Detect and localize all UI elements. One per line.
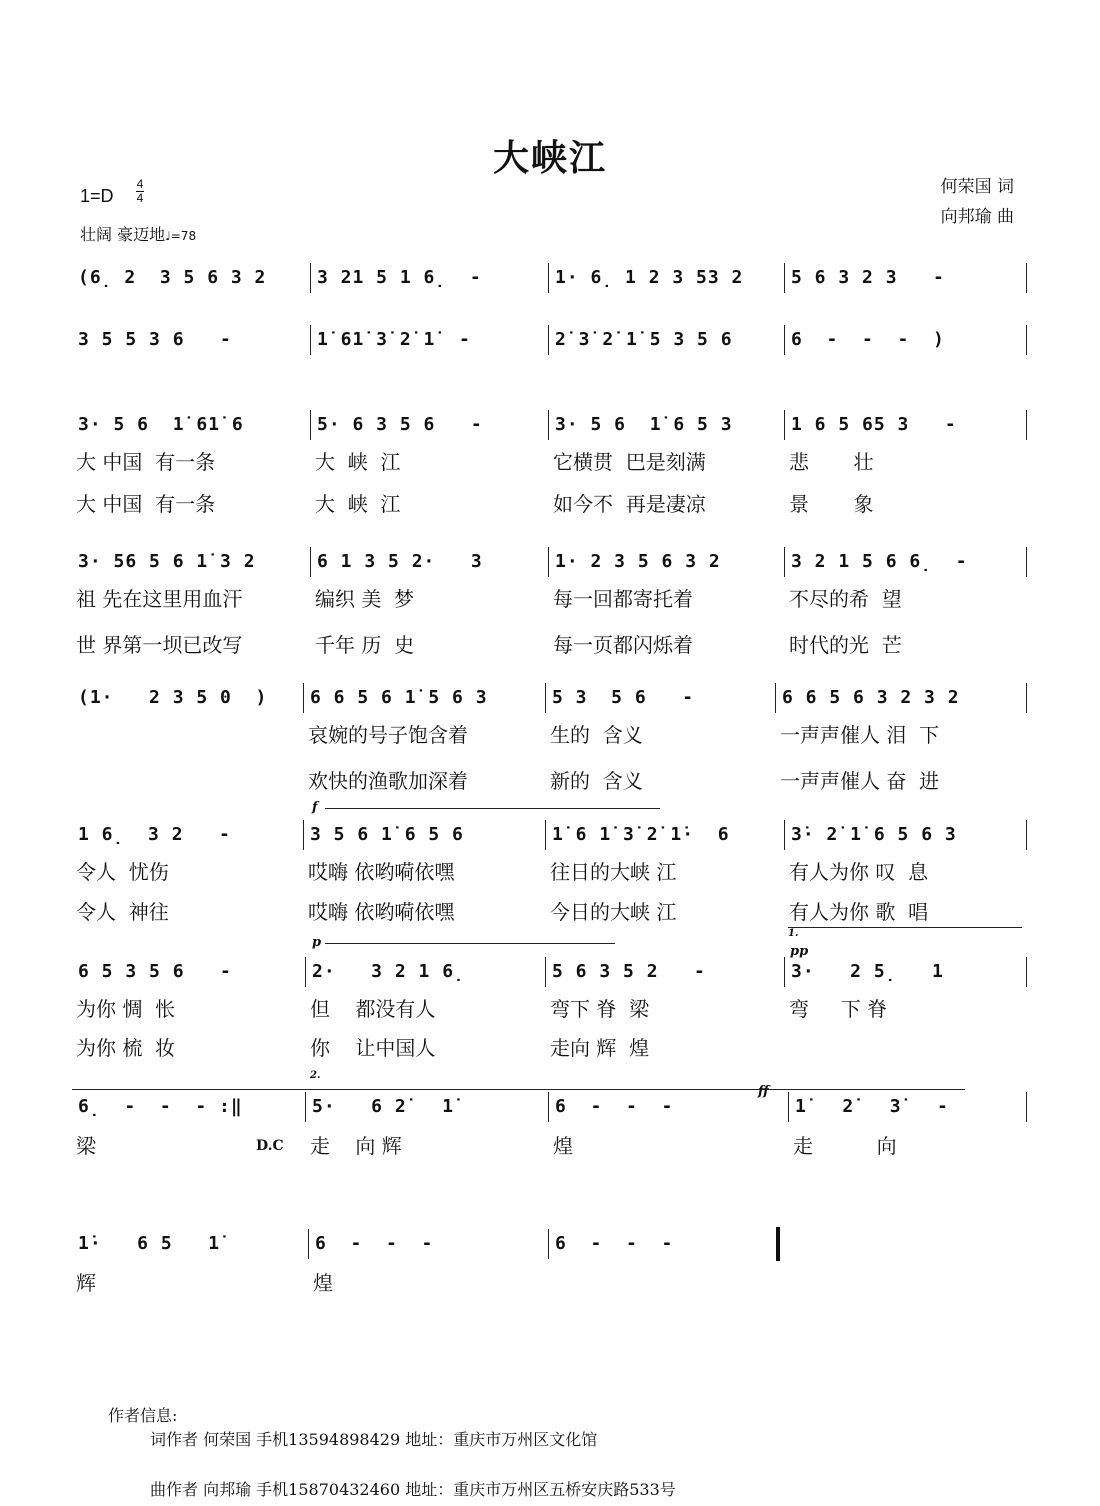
measure-notes: 1̇· 6 5 1̇ [78, 1233, 221, 1254]
measure [545, 683, 776, 793]
measure [784, 957, 1027, 1021]
measure-notes: 6 6 5 6 3 2 3 2 [782, 687, 960, 708]
measure [72, 957, 305, 1060]
lyric-verse-2: 千年 历 史 [315, 633, 415, 657]
measure-notes: 6 1 3 5 2· 3 [317, 551, 483, 572]
measure-notes: 1 6̣ 3 2 - [78, 824, 231, 845]
lyric-verse-2: 有人为你 歌 唱 [789, 900, 929, 924]
lyric-verse-2: 一声声催人 奋 进 [780, 769, 940, 793]
lyric-verse-1: 祖 先在这里用血汗 [76, 587, 243, 611]
measure-notes: (1· 2 3 5 0 ) [78, 687, 268, 708]
measure [310, 325, 549, 355]
measure-notes: 5 6 3 5 2 - [552, 961, 706, 982]
lyric-verse-2: 每一页都闪烁着 [553, 633, 693, 657]
measure-notes: 2· 3 2 1 6̣ [312, 961, 465, 982]
measure [788, 1092, 1027, 1158]
lyric-verse-2: 为你 梳 妆 [76, 1036, 176, 1060]
section-line [72, 1089, 965, 1090]
measure [784, 820, 1027, 924]
lyric-verse-2: 哎嗨 依哟嗬依嘿 [308, 900, 455, 924]
da-capo-marking: D.C [256, 1138, 284, 1154]
measure [784, 325, 1027, 355]
lyric-verse-2: 新的 含义 [550, 769, 643, 793]
lyric-verse-1: 梁 [76, 1134, 96, 1158]
measure [548, 410, 785, 516]
measure-notes: 1̇ 2̇ 3̇ - [795, 1096, 949, 1117]
measure-notes: 1· 6̣ 1 2 3 53 2 [555, 267, 744, 288]
measure-notes: 3· 5 6 1̇ 61̇ 6 [78, 414, 244, 435]
dynamic-fortissimo: ff [758, 1084, 769, 1099]
lyric-verse-2: 大 峡 江 [315, 492, 401, 516]
measure-notes: 1̇ 61̇ 3̇ 2̇ 1̇ - [317, 329, 471, 350]
volta-2: 2. [310, 1070, 321, 1081]
lyric-verse-1: 辉 [76, 1271, 96, 1295]
measure-notes: 1· 2 3 5 6 3 2 [555, 551, 721, 572]
measure-notes: 1̇ 6 1̇ 3̇ 2̇ 1̇· 6 [552, 824, 730, 845]
bpm-label: ♩=78 [165, 229, 197, 243]
measure [548, 1092, 789, 1158]
tempo-marking [80, 222, 196, 245]
measure-notes: 3 5 5 3 6 - [78, 329, 232, 350]
measure [548, 325, 785, 355]
lyric-verse-1: 往日的大峡 江 [550, 860, 677, 884]
time-signature [136, 178, 144, 205]
lyric-verse-1: 大 峡 江 [315, 450, 401, 474]
lyric-verse-1: 走 向 [793, 1134, 897, 1158]
measure [545, 957, 785, 1060]
measure-notes: 6 5 3 5 6 - [78, 961, 232, 982]
lyric-verse-1: 但 都没有人 [310, 997, 436, 1021]
measure [72, 410, 310, 516]
lyric-verse-1: 弯下 脊 梁 [550, 997, 650, 1021]
lyricist-credit: 何荣国 词 [940, 177, 1014, 197]
measure [72, 325, 310, 355]
lyric-verse-1: 大 中国 有一条 [76, 450, 216, 474]
lyric-verse-2: 欢快的渔歌加深着 [308, 769, 468, 793]
author-info [108, 1404, 676, 1502]
lyric-verse-1: 令人 忧伤 [76, 860, 169, 884]
lyric-verse-2: 如今不 再是凄凉 [553, 492, 706, 516]
measure-notes: 6 6 5 6 1̇ 5 6 3 [310, 687, 488, 708]
measure [775, 683, 1027, 793]
measure [548, 547, 785, 657]
lyric-verse-2: 世 界第一坝已改写 [76, 633, 243, 657]
lyric-verse-1: 编织 美 梦 [315, 587, 415, 611]
measure [784, 263, 1027, 293]
lyric-verse-1: 悲 壮 [789, 450, 874, 474]
credits [941, 172, 1014, 232]
measure-notes: (6̣ 2 3 5 6 3 2 [78, 267, 267, 288]
lyric-verse-1: 生的 含义 [550, 723, 643, 747]
measure [72, 263, 310, 293]
measure [784, 547, 1027, 657]
lyric-verse-1: 它横贯 巴是刻满 [553, 450, 706, 474]
lyric-verse-1: 每一回都寄托着 [553, 587, 693, 611]
measure [72, 547, 310, 657]
key-signature: 1=D [80, 186, 114, 206]
measure-notes: 5· 6 3 5 6 - [317, 414, 483, 435]
measure [545, 820, 785, 924]
expression-text: 壮阔 豪迈地 [80, 225, 166, 244]
measure-notes: 3 21 5 1 6̣ - [317, 267, 482, 288]
measure-notes: 3· 5 6 1̇ 6 5 3 [555, 414, 733, 435]
volta-1: 1. [788, 927, 1022, 939]
lyric-verse-1: 哀婉的号子饱含着 [308, 723, 468, 747]
measure-notes: 1 6 5 65 3 - [791, 414, 957, 435]
lyric-verse-2: 时代的光 芒 [789, 633, 902, 657]
composer-info: 曲作者 向邦瑜 手机15870432460 地址：重庆市万州区五桥安庆路533号 [150, 1480, 676, 1499]
lyric-verse-1: 不尽的希 望 [789, 587, 902, 611]
lyric-verse-2: 走向 辉 煌 [550, 1036, 650, 1060]
measure [310, 263, 549, 293]
crescendo-line [325, 808, 660, 809]
lyric-verse-2: 景 象 [789, 492, 874, 516]
measure-notes: 6 - - - [555, 1096, 674, 1117]
measure-notes: 5· 6 2̇ 1̇ [312, 1096, 455, 1117]
measure [72, 683, 303, 713]
time-signature-top: 4 [136, 177, 144, 191]
measure-notes: 6̣ - - - :‖ [78, 1096, 243, 1117]
measure-notes: 3 5 6 1̇ 6 5 6 [310, 824, 464, 845]
measure [305, 1092, 549, 1158]
measure [72, 820, 303, 924]
measure [308, 1229, 549, 1295]
lyric-verse-1: 煌 [313, 1271, 333, 1295]
measure-notes: 3· 56 5 6 1̇ 3 2 [78, 551, 256, 572]
time-signature-bottom: 4 [136, 191, 144, 205]
composer-credit: 向邦瑜 曲 [940, 207, 1014, 227]
measure-notes: 6 - - - [555, 1233, 674, 1254]
dynamic-forte: f [312, 800, 318, 815]
measure-notes: 2̇ 3̇ 2̇ 1̇ 5 3 5 6 [555, 329, 733, 350]
measure-notes: 5 6 3 2 3 - [791, 267, 945, 288]
lyric-verse-2: 今日的大峡 江 [550, 900, 677, 924]
lyric-verse-1: 走 向 辉 [310, 1134, 402, 1158]
measure-notes: 3 2 1 5 6 6̣ - [791, 551, 968, 572]
measure [303, 820, 546, 924]
decrescendo-line [325, 943, 615, 944]
measure [784, 410, 1027, 516]
lyric-verse-2: 你 让中国人 [310, 1036, 436, 1060]
measure-notes: 3· 2 5̣ 1 [791, 961, 944, 982]
author-info-heading: 作者信息: [108, 1406, 178, 1425]
measure-notes: 5 3 5 6 - [552, 687, 695, 708]
lyric-verse-1: 弯 下 脊 [789, 997, 888, 1021]
song-title: 大峡江 [492, 137, 607, 179]
lyric-verse-1: 一声声催人 泪 下 [780, 723, 940, 747]
measure [303, 683, 546, 793]
measure [310, 410, 549, 516]
final-barline [776, 1227, 780, 1261]
measure-notes: 6 - - - [315, 1233, 434, 1254]
dynamic-piano: p [312, 935, 322, 950]
measure [548, 263, 785, 293]
lyric-verse-1: 煌 [553, 1134, 573, 1158]
measure-notes: 3̇· 2̇ 1̇ 6 5 6 3 [791, 824, 957, 845]
measure [305, 957, 546, 1060]
lyric-verse-1: 有人为你 叹 息 [789, 860, 929, 884]
lyricist-info: 词作者 何荣国 手机13594898429 地址：重庆市万州区文化馆 [150, 1430, 598, 1449]
lyric-verse-2: 令人 神往 [76, 900, 169, 924]
measure [72, 1229, 308, 1295]
lyric-verse-1: 为你 惆 怅 [76, 997, 176, 1021]
measure-notes: 6 - - - ) [791, 329, 945, 350]
lyric-verse-1: 哎嗨 依哟嗬依嘿 [308, 860, 455, 884]
dynamic-pianissimo: pp [790, 944, 809, 959]
measure [310, 547, 549, 657]
measure [548, 1229, 771, 1259]
lyric-verse-2: 大 中国 有一条 [76, 492, 216, 516]
